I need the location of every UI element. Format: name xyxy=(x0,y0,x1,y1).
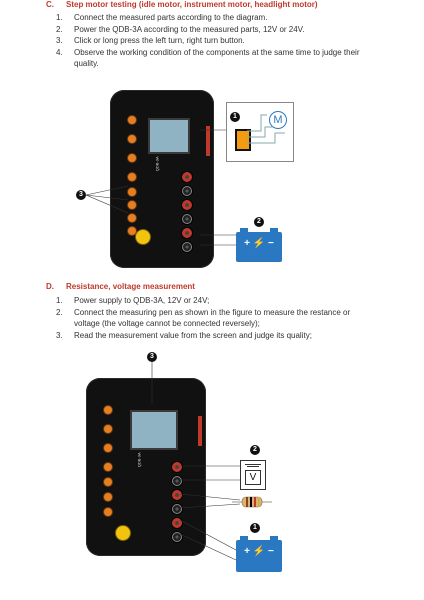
battery-label: + ⚡ − xyxy=(244,546,274,557)
list-item: 3. Click or long press the left turn, right turn button. xyxy=(56,36,245,45)
list-item: voltage (the voltage cannot be connected reversely); xyxy=(74,319,260,328)
model-label: QDB-3A xyxy=(154,156,160,172)
section-c-heading: Step motor testing (idle motor, instrument motor, headlight motor) xyxy=(66,0,318,9)
list-item: 1. Power supply to QDB-3A, 12V or 24V; xyxy=(56,296,210,305)
marker-2: 2 xyxy=(254,217,264,227)
section-d-letter: D. xyxy=(46,282,54,291)
list-item: 2. Power the QDB-3A according to the measured parts, 12V or 24V. xyxy=(56,24,305,34)
marker-3: 3 xyxy=(147,352,157,362)
list-item: 4. Observe the working condition of the components at the same time to judge their xyxy=(56,47,360,57)
marker-2: 2 xyxy=(250,445,260,455)
section-c-letter: C. xyxy=(46,0,54,9)
list-item: 3. Read the measurement value from the screen and judge its quality; xyxy=(56,330,312,340)
marker-1: 1 xyxy=(250,523,260,533)
motor-M-icon: M xyxy=(269,111,287,129)
voltmeter-symbol: V xyxy=(245,470,261,485)
marker-3: 3 xyxy=(76,190,86,200)
list-item: 2. Connect the measuring pen as shown in the figure to measure the restance or xyxy=(56,307,351,317)
list-item: 1. Connect the measured parts according to the diagram. xyxy=(56,13,268,22)
model-label: QDB-3A xyxy=(136,452,142,468)
marker-1: 1 xyxy=(230,112,240,122)
section-d-heading: Resistance, voltage measurement xyxy=(66,282,195,291)
battery-label: + ⚡ − xyxy=(244,238,274,249)
list-item: quality. xyxy=(74,59,99,68)
